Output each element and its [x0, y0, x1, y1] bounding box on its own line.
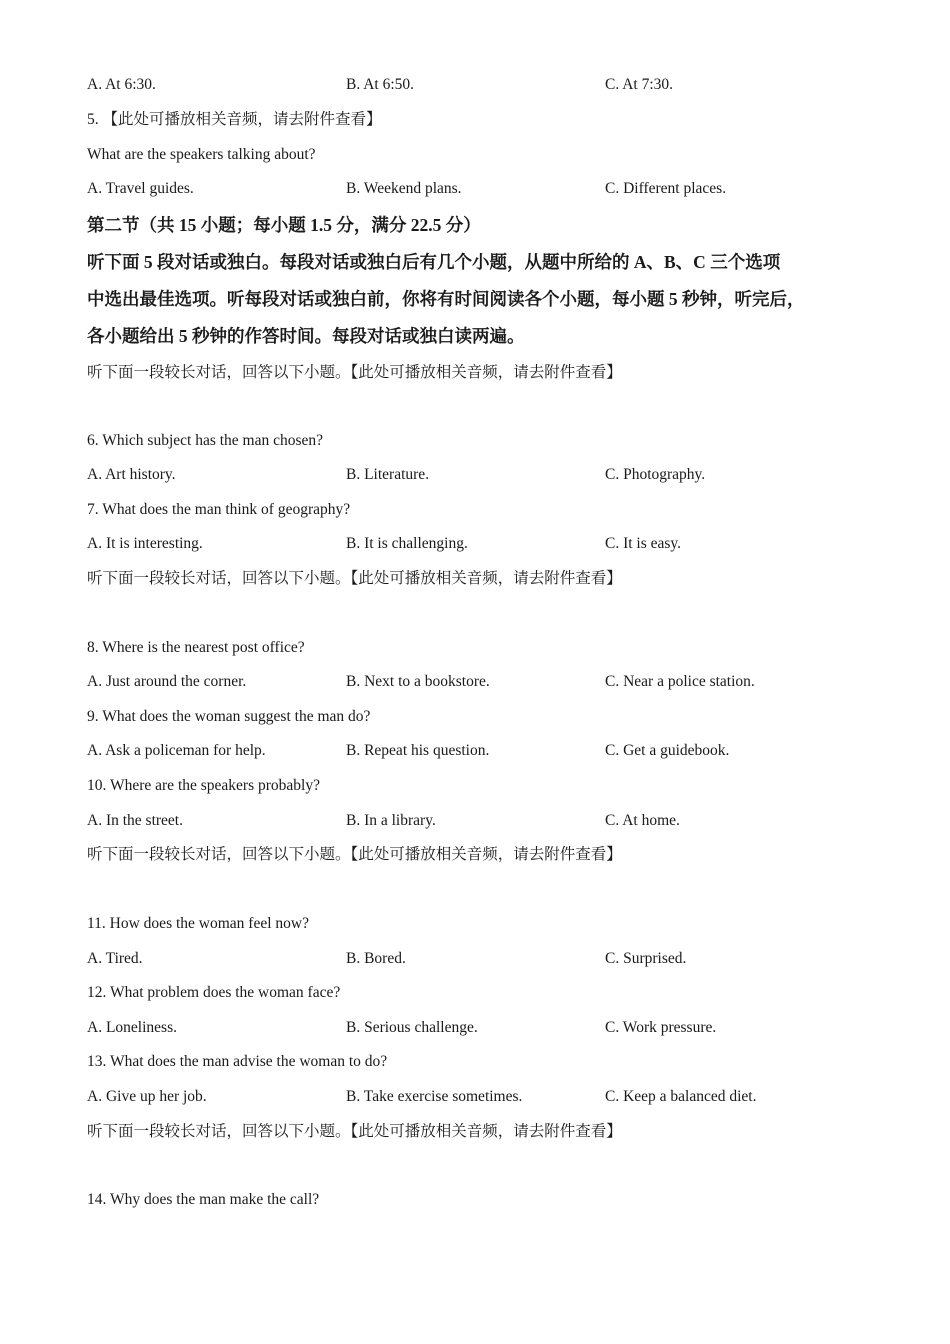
- option-c: C. Get a guidebook.: [605, 742, 730, 759]
- answer-options: [87, 465, 887, 485]
- option-a: A. Art history.: [87, 466, 176, 483]
- option-a: A. In the street.: [87, 812, 183, 829]
- option-a: A. Loneliness.: [87, 1019, 177, 1036]
- section-instruction: 听下面 5 段对话或独白。每段对话或独白后有几个小题，从题中所给的 A、B、C 三个选项: [87, 252, 781, 272]
- answer-options: [87, 672, 887, 692]
- answer-options: [87, 949, 887, 969]
- option-b: B. Serious challenge.: [346, 1019, 478, 1036]
- option-b: B. In a library.: [346, 812, 436, 829]
- question-text: 6. Which subject has the man chosen?: [87, 432, 324, 449]
- answer-options: [87, 1018, 887, 1038]
- section-instruction: 各小题给出 5 秒钟的作答时间。每段对话或独白读两遍。: [87, 326, 525, 346]
- answer-options: [87, 741, 887, 761]
- option-a: A. At 6:30.: [87, 76, 156, 93]
- option-b: B. It is challenging.: [346, 535, 468, 552]
- option-c: C. It is easy.: [605, 535, 682, 552]
- question-text: 听下面一段较长对话，回答以下小题。【此处可播放相关音频，请去附件查看】: [87, 570, 622, 587]
- answer-options: [87, 179, 887, 199]
- option-c: C. Photography.: [605, 466, 706, 483]
- answer-options: [87, 534, 887, 554]
- option-b: B. Take exercise sometimes.: [346, 1088, 523, 1105]
- question-text: 11. How does the woman feel now?: [87, 915, 309, 932]
- option-c: C. Work pressure.: [605, 1019, 717, 1036]
- option-a: A. Just around the corner.: [87, 673, 247, 690]
- question-text: 14. Why does the man make the call?: [87, 1191, 320, 1208]
- question-text: 13. What does the man advise the woman to do?: [87, 1053, 388, 1070]
- option-c: C. Surprised.: [605, 950, 687, 967]
- option-c: C. Keep a balanced diet.: [605, 1088, 757, 1105]
- section-instruction: 第二节（共 15 小题；每小题 1.5 分，满分 22.5 分）: [87, 215, 481, 235]
- option-c: C. Different places.: [605, 180, 727, 197]
- option-b: B. Repeat his question.: [346, 742, 490, 759]
- option-c: C. At home.: [605, 812, 680, 829]
- option-a: A. Tired.: [87, 950, 143, 967]
- question-text: 听下面一段较长对话，回答以下小题。【此处可播放相关音频，请去附件查看】: [87, 846, 622, 863]
- option-a: A. It is interesting.: [87, 535, 203, 552]
- option-a: A. Give up her job.: [87, 1088, 207, 1105]
- option-b: B. Weekend plans.: [346, 180, 462, 197]
- question-text: 8. Where is the nearest post office?: [87, 639, 305, 656]
- option-b: B. Bored.: [346, 950, 406, 967]
- question-text: 12. What problem does the woman face?: [87, 984, 341, 1001]
- question-text: 7. What does the man think of geography?: [87, 501, 351, 518]
- option-a: A. Travel guides.: [87, 180, 194, 197]
- question-text: 10. Where are the speakers probably?: [87, 777, 320, 794]
- option-a: A. Ask a policeman for help.: [87, 742, 266, 759]
- option-b: B. Next to a bookstore.: [346, 673, 490, 690]
- answer-options: [87, 1087, 887, 1107]
- option-b: B. Literature.: [346, 466, 430, 483]
- option-c: C. Near a police station.: [605, 673, 755, 690]
- question-text: 5. 【此处可播放相关音频，请去附件查看】: [87, 111, 382, 128]
- question-text: What are the speakers talking about?: [87, 146, 316, 163]
- option-c: C. At 7:30.: [605, 76, 674, 93]
- question-text: 听下面一段较长对话，回答以下小题。【此处可播放相关音频，请去附件查看】: [87, 364, 622, 381]
- answer-options: [87, 811, 887, 831]
- question-text: 9. What does the woman suggest the man do?: [87, 708, 371, 725]
- answer-options: [87, 75, 887, 95]
- section-instruction: 中选出最佳选项。听每段对话或独白前，你将有时间阅读各个小题，每小题 5 秒钟，听完后，: [87, 289, 805, 309]
- option-b: B. At 6:50.: [346, 76, 415, 93]
- question-text: 听下面一段较长对话，回答以下小题。【此处可播放相关音频，请去附件查看】: [87, 1123, 622, 1140]
